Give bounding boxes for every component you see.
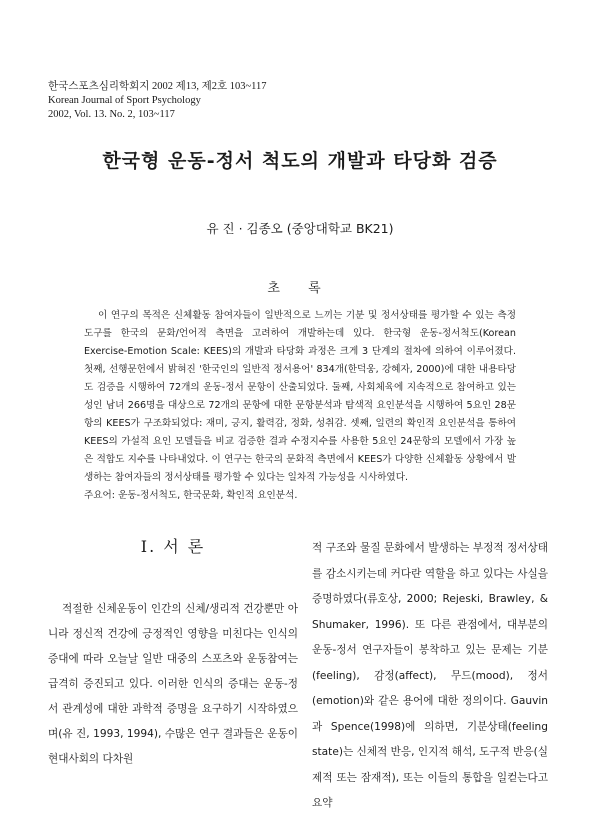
journal-citation: [48, 80, 267, 122]
journal-line-volume: 2002, Vol. 13. No. 2, 103~117: [48, 109, 175, 120]
abstract-heading: 초 록: [267, 281, 333, 296]
section-heading-introduction: I. 서 론: [140, 537, 206, 556]
body-right-column: 적 구조와 물질 문화에서 발생하는 부정적 정서상태를 감소시키는데 커다란 역할을 하고 있다는 사실을 증명하였다(류호상, 2000; Rejeski, Brawley, & Shumaker, 1996). 또 다른 관점에서, 대부분의 운동-정서 연구자들이 봉착하고 있는 문제는 기분(feeling), 감정(affect), 무드(mood), 정서(emotion)와 같은 용어에 대한 정의이다. Gauvin과 Spence(1998)에 의하면, 기분상태(feeling state)는 신체적 반응, 인지적 해석, 도구적 반응(실제적 또는 잠재적), 또는 이들의 통합을 일컫는다고 요약: [312, 542, 549, 809]
abstract-body: 이 연구의 목적은 신체활동 참여자들이 일반적으로 느끼는 기분 및 정서상태를 평가할 수 있는 측정도구를 한국의 문화/언어적 측면을 고려하여 개발하는데 있다. 한국형 운동-정서척도(Korean Exercise-Emotion Scale: KEES)의 개발과 타당화 과정은 크게 3 단계의 절차에 의하여 이루어졌다. 첫째, 선행문헌에서 밝혀진 '한국인의 일반적 정서용어' 834개(한덕웅, 강혜자, 2000)에 대한 내용타당도 검증을 시행하여 72개의 운동-정서 문항이 산출되었다. 둘째, 사회체육에 지속적으로 참여하고 있는 성인 남녀 266명을 대상으로 72개의 문항에 대한 문항분석과 탐색적 요인분석을 시행하여 5요인 28문항의 KEES가 구조화되었다: 재미, 긍지, 활력감, 정화, 성취감. 셋째, 일련의 확인적 요인분석을 통하여 KEES의 가설적 요인 모델들을 비교 검증한 결과 수정지수를 사용한 5요인 24문항의 모델에서 가장 높은 적합도 지수를 나타내었다. 이 연구는 한국의 문화적 측면에서 KEES가 다양한 신체활동 상황에서 발생하는 참여자들의 정서상태를 평가할 수 있다는 일차적 가능성을 시사하였다.: [84, 310, 516, 483]
journal-line-english: Korean Journal of Sport Psychology: [48, 95, 201, 106]
keywords: 주요어: 운동-정서척도, 한국문화, 확인적 요인분석.: [84, 490, 298, 501]
paper-title: 한국형 운동-정서 척도의 개발과 타당화 검증: [102, 150, 498, 172]
paper-authors: 유 진 · 김종오 (중앙대학교 BK21): [206, 221, 394, 236]
body-left-column: 적절한 신체운동이 인간의 신체/생리적 건강뿐만 아니라 정신적 건강에 긍정적인 영향을 미친다는 인식의 증대에 따라 오늘날 일반 대중의 스포츠와 운동참여는 급격히 증진되고 있다. 이러한 인식의 증대는 운동-정서 관계성에 대한 과학적 증명을 요구하기 시작하였으며(유 진, 1993, 1994), 수많은 연구 결과들은 운동이 현대사회의 다차원: [48, 603, 298, 765]
journal-line-korean: 한국스포츠심리학회지 2002 제13, 제2호 103~117: [48, 81, 267, 92]
